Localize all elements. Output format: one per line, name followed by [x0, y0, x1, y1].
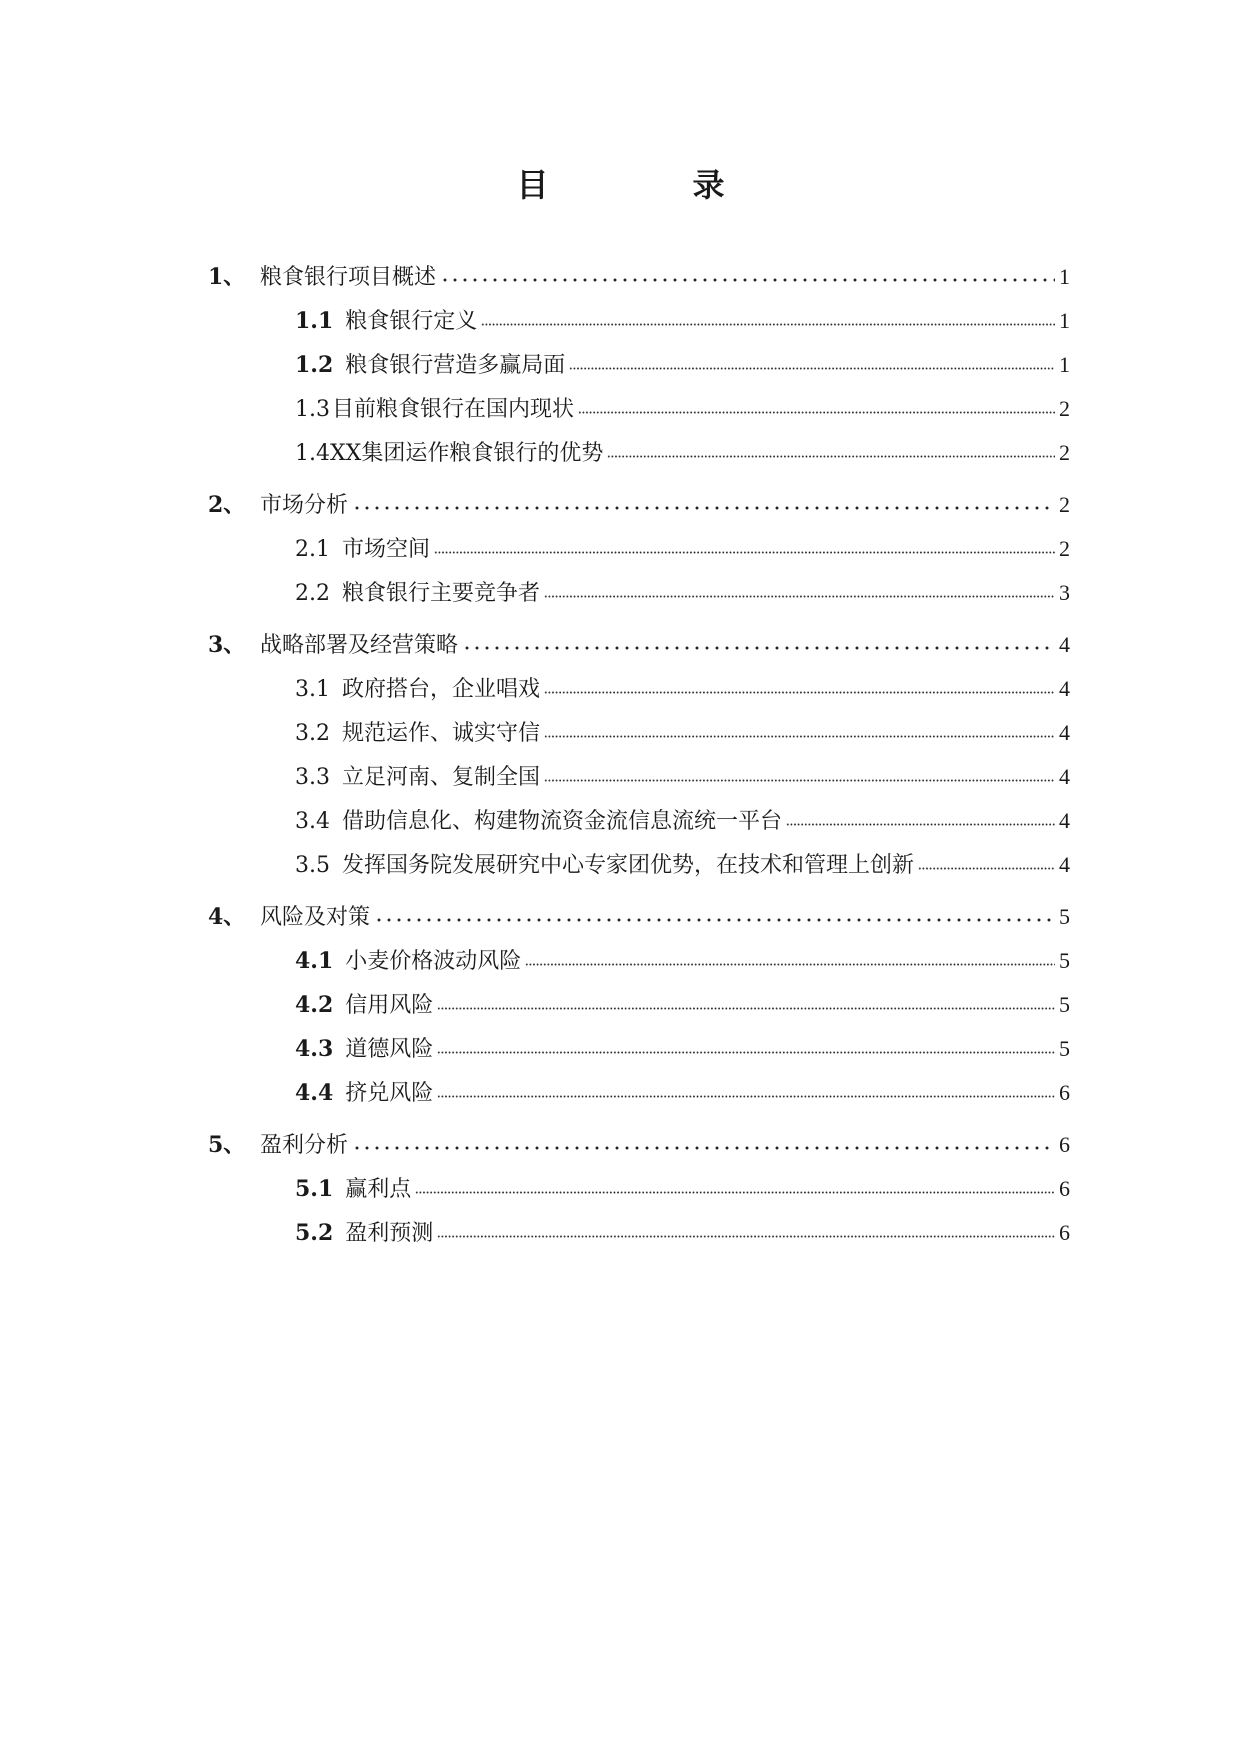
toc-number: 3.1 — [295, 677, 330, 702]
toc-page-number: 4 — [1059, 720, 1070, 745]
toc-page-number: 5 — [1059, 948, 1070, 973]
dot-leader — [437, 1034, 1055, 1056]
toc-label: 盈利分析 — [260, 1133, 349, 1158]
toc-number: 2.2 — [295, 581, 330, 606]
toc-subentry[interactable] — [295, 989, 1070, 1021]
toc-label: 风险及对策 — [260, 905, 371, 930]
toc-number: 1.1 — [295, 308, 334, 334]
toc-subentry[interactable] — [295, 1217, 1070, 1249]
toc-label: 目前粮食银行在国内现状 — [332, 397, 575, 422]
dot-leader — [481, 306, 1055, 328]
toc-label: 信用风险 — [345, 993, 434, 1018]
dot-leader — [352, 1130, 1055, 1152]
toc-page-number: 1 — [1059, 264, 1070, 289]
toc-number: 1.4 — [295, 441, 330, 466]
toc-subentry[interactable] — [295, 437, 1070, 469]
dot-leader — [440, 262, 1055, 284]
toc-number: 1、 — [208, 264, 246, 290]
toc-page-number: 2 — [1059, 440, 1070, 465]
toc-subentry[interactable] — [295, 1077, 1070, 1109]
toc-page-number: 2 — [1059, 536, 1070, 561]
toc-page-number: 4 — [1059, 808, 1070, 833]
toc-number: 4.4 — [295, 1080, 334, 1106]
toc-subentry[interactable] — [295, 1173, 1070, 1205]
dot-leader — [437, 990, 1055, 1012]
toc-entry[interactable] — [208, 1129, 1070, 1161]
toc-entry[interactable] — [208, 901, 1070, 933]
toc-page-number: 5 — [1059, 904, 1070, 929]
toc-label: 市场空间 — [342, 537, 431, 562]
dot-leader — [374, 902, 1055, 924]
toc-number: 2、 — [208, 492, 246, 518]
toc-label: 市场分析 — [260, 493, 349, 518]
toc-page-number: 2 — [1059, 396, 1070, 421]
toc-label: 小麦价格波动风险 — [345, 949, 522, 974]
toc-label: 粮食银行主要竞争者 — [342, 581, 541, 606]
toc-subentry[interactable] — [295, 533, 1070, 565]
toc-label: 赢利点 — [345, 1177, 412, 1202]
toc-number: 3.4 — [295, 809, 330, 834]
dot-leader — [918, 850, 1055, 872]
toc-number: 5.2 — [295, 1220, 334, 1246]
page-title: 目 录 — [516, 166, 781, 204]
toc-number: 5、 — [208, 1132, 246, 1158]
toc-label: 粮食银行营造多赢局面 — [345, 353, 566, 378]
toc-page-number: 6 — [1059, 1220, 1070, 1245]
dot-leader — [415, 1174, 1055, 1196]
toc-number: 2.1 — [295, 537, 330, 562]
toc-number: 3.2 — [295, 721, 330, 746]
toc-page-number: 6 — [1059, 1176, 1070, 1201]
toc-subentry[interactable] — [295, 717, 1070, 749]
toc-label: 粮食银行定义 — [345, 309, 478, 334]
toc-page-number: 4 — [1059, 764, 1070, 789]
dot-leader — [352, 490, 1055, 512]
toc-label: 规范运作、诚实守信 — [342, 721, 541, 746]
dot-leader — [544, 578, 1055, 600]
toc-subentry[interactable] — [295, 393, 1070, 425]
dot-leader — [544, 718, 1055, 740]
toc-page-number: 1 — [1059, 308, 1070, 333]
dot-leader — [578, 394, 1055, 416]
toc-page-number: 4 — [1059, 632, 1070, 657]
toc-label: 立足河南、复制全国 — [342, 765, 541, 790]
toc-label: 战略部署及经营策略 — [260, 633, 459, 658]
toc-label: 政府搭台，企业唱戏 — [342, 677, 541, 702]
dot-leader — [462, 630, 1055, 652]
toc-number: 3、 — [208, 632, 246, 658]
toc-page-number: 6 — [1059, 1132, 1070, 1157]
toc-number: 1.3 — [295, 397, 330, 422]
toc-subentry[interactable] — [295, 805, 1070, 837]
toc-number: 3.3 — [295, 765, 330, 790]
dot-leader — [525, 946, 1055, 968]
toc-page-number: 6 — [1059, 1080, 1070, 1105]
toc-label: XX集团运作粮食银行的优势 — [330, 441, 604, 466]
dot-leader — [437, 1078, 1055, 1100]
toc-page-number: 5 — [1059, 1036, 1070, 1061]
toc-subentry[interactable] — [295, 761, 1070, 793]
dot-leader — [434, 534, 1055, 556]
toc-label: 道德风险 — [345, 1037, 434, 1062]
dot-leader — [544, 762, 1055, 784]
dot-leader — [569, 350, 1055, 372]
toc-subentry[interactable] — [295, 577, 1070, 609]
toc-number: 5.1 — [295, 1176, 334, 1202]
toc-number: 4.3 — [295, 1036, 334, 1062]
toc-label: 借助信息化、构建物流资金流信息流统一平台 — [342, 809, 783, 834]
toc-label: 盈利预测 — [345, 1221, 434, 1246]
toc-number: 4、 — [208, 904, 246, 930]
toc-subentry[interactable] — [295, 673, 1070, 705]
toc-entry[interactable] — [208, 261, 1070, 293]
toc-number: 4.1 — [295, 948, 334, 974]
toc-label: 发挥国务院发展研究中心专家团优势，在技术和管理上创新 — [342, 853, 915, 878]
toc-subentry[interactable] — [295, 349, 1070, 381]
toc-number: 3.5 — [295, 853, 330, 878]
dot-leader — [786, 806, 1055, 828]
toc-page-number: 1 — [1059, 352, 1070, 377]
toc-entry[interactable] — [208, 629, 1070, 661]
toc-page-number: 5 — [1059, 992, 1070, 1017]
toc-subentry[interactable] — [295, 849, 1070, 881]
toc-subentry[interactable] — [295, 1033, 1070, 1065]
dot-leader — [607, 438, 1055, 460]
toc-page-number: 4 — [1059, 676, 1070, 701]
toc-number: 4.2 — [295, 992, 334, 1018]
toc-label: 粮食银行项目概述 — [260, 265, 437, 290]
toc-label: 挤兑风险 — [345, 1081, 434, 1106]
toc-entry[interactable] — [208, 489, 1070, 521]
toc-number: 1.2 — [295, 352, 334, 378]
toc-subentry[interactable] — [295, 945, 1070, 977]
dot-leader — [544, 674, 1055, 696]
toc-page-number: 3 — [1059, 580, 1070, 605]
toc-subentry[interactable] — [295, 305, 1070, 337]
toc-page-number: 2 — [1059, 492, 1070, 517]
toc-page-number: 4 — [1059, 852, 1070, 877]
dot-leader — [437, 1218, 1055, 1240]
